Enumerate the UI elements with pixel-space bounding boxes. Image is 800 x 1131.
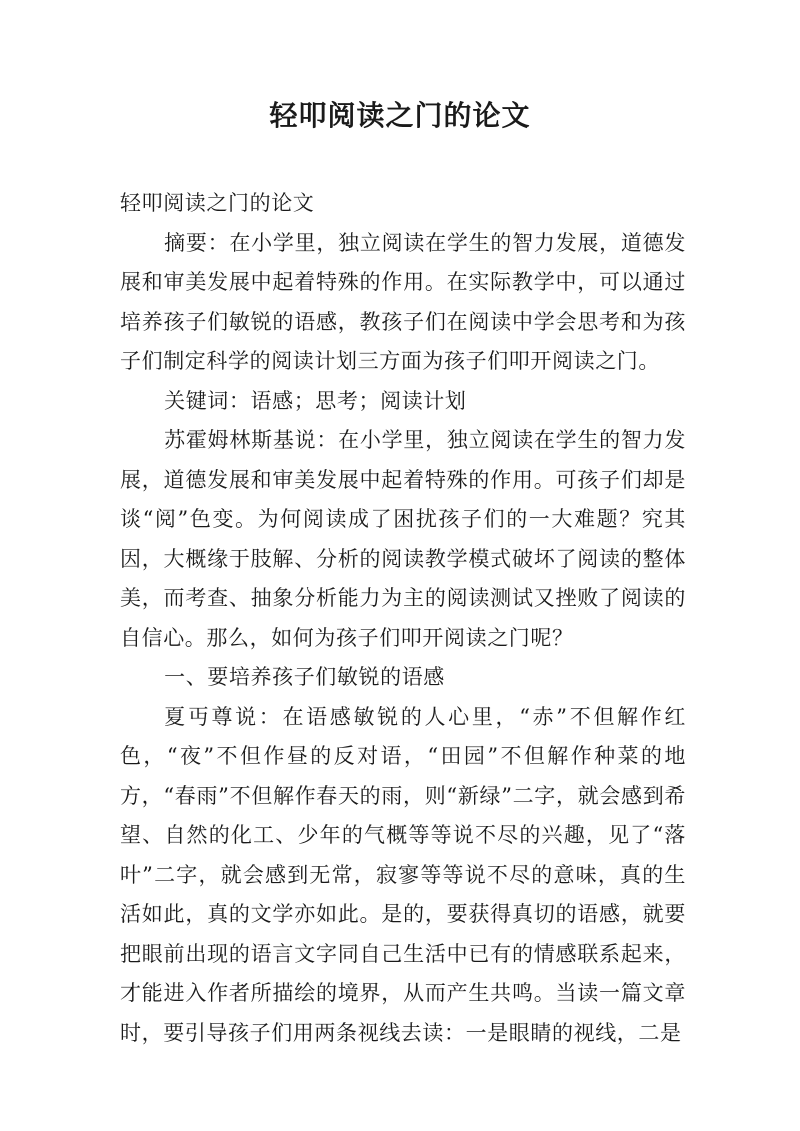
section-heading: 一、要培养孩子们敏锐的语感 xyxy=(164,665,445,689)
intro-paragraph: 苏霍姆林斯基说：在小学里，独立阅读在学生的智力发展，道德发展和审美发展中起着特殊的作用。可孩子们却是谈“阅”色变。为何阅读成了困扰孩子们的一大难题？究其因，大概缘于肢解、分析的阅读教学模式破坏了阅读的整体美，而考查、抽象分析能力为主的阅读测试又挫败了阅读的自信心。那么，如何为孩子们叩开阅读之门呢？ xyxy=(120,428,686,650)
section-body-paragraph: 夏丏尊说：在语感敏锐的人心里，“赤”不但解作红色，“夜”不但作昼的反对语，“田园”不但解作种菜的地方，“春雨”不但解作春天的雨，则“新绿”二字，就会感到希望、自然的化工、少年的气概等等说不尽的兴趣，见了“落叶”二字，就会感到无常，寂寥等等说不尽的意味，真的生活如此，真的文学亦如此。是的，要获得真切的语感，就要把眼前出现的语言文字同自己生活中已有的情感联系起来，才能进入作者所描绘的境界，从而产生共鸣。当读一篇文章时，要引导孩子们用两条视线去读：一是眼睛的视线，二是 xyxy=(120,704,686,1045)
abstract-paragraph: 摘要：在小学里，独立阅读在学生的智力发展，道德发展和审美发展中起着特殊的作用。在实际教学中，可以通过培养孩子们敏锐的语感，教孩子们在阅读中学会思考和为孩子们制定科学的阅读计划三方面为孩子们叩开阅读之门。 xyxy=(120,230,686,373)
subtitle-line: 轻叩阅读之门的论文 xyxy=(120,191,315,215)
document-body xyxy=(120,184,686,1053)
keywords-line: 关键词：语感；思考；阅读计划 xyxy=(164,388,467,413)
document-title: 轻叩阅读之门的论文 xyxy=(269,99,531,132)
